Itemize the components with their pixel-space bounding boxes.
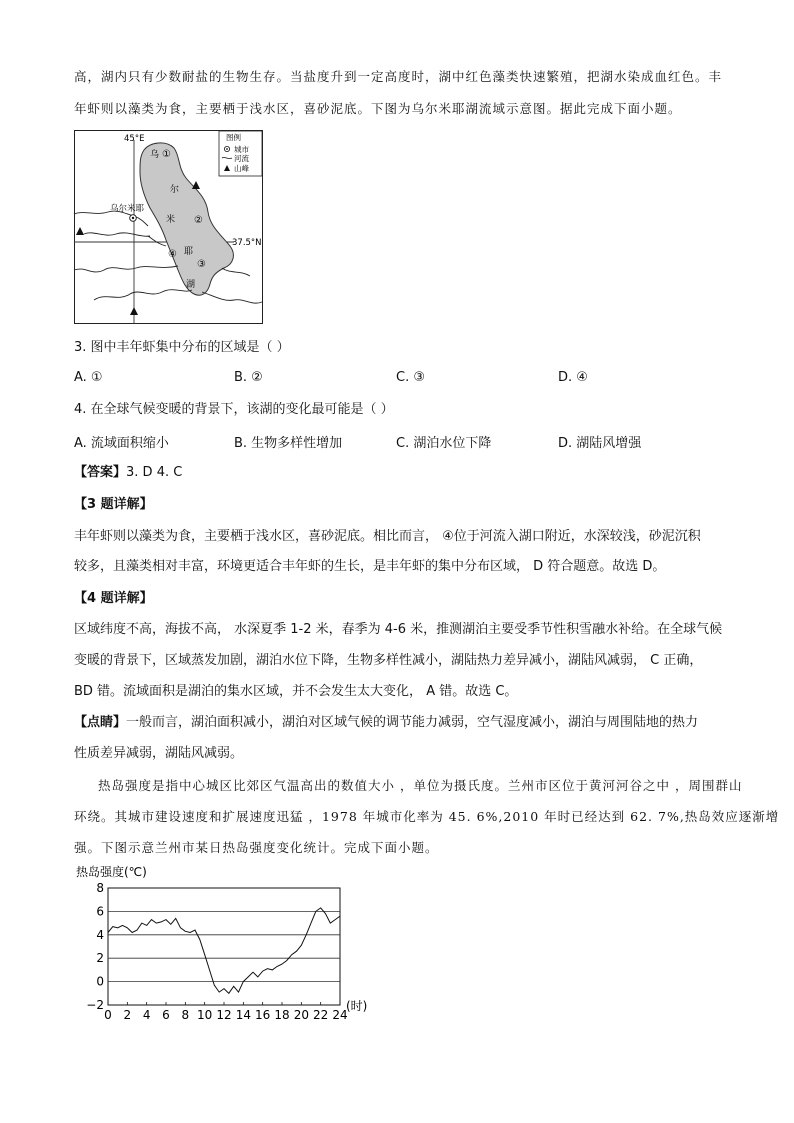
answer-text: 3. D 4. C bbox=[126, 465, 183, 480]
x-tick-label: 22 bbox=[313, 1008, 329, 1022]
answer-line bbox=[74, 464, 182, 482]
x-tick-label: 24 bbox=[332, 1008, 348, 1022]
q3-option-d: D. ④ bbox=[558, 370, 588, 385]
lake-char: 耶 bbox=[184, 247, 194, 257]
tip-text: 一般而言，湖泊面积减小，湖泊对区域气候的调节能力减弱，空气湿度减小，湖泊与周围陆地的热力 bbox=[126, 715, 699, 730]
y-tick-label: −2 bbox=[86, 998, 104, 1012]
x-tick-label: 10 bbox=[197, 1008, 213, 1022]
legend-city: 城市 bbox=[234, 145, 249, 154]
q4-option-b: B. 生物多样性增加 bbox=[234, 436, 343, 451]
lake-basin-map bbox=[74, 130, 264, 324]
y-tick-label: 6 bbox=[96, 904, 104, 919]
q3-stem: 3. 图中丰年虾集中分布的区域是（ ） bbox=[74, 340, 290, 355]
lake-char: 湖 bbox=[186, 280, 196, 290]
d3-line-1: 丰年虾则以藻类为食，主要栖于浅水区，喜砂泥底。相比而言， ④位于河流入湖口附近，水深较浅，砂泥沉积 bbox=[74, 529, 701, 544]
d4-line-1: 区域纬度不高，海拔不高， 水深夏季 1-2 米，春季为 4-6 米，推测湖泊主要受季节性积雪融水补给。在全球气候 bbox=[74, 622, 723, 637]
d3-line-2: 较多，且藻类相对丰富，环境更适合丰年虾的生长，是丰年虾的集中分布区域， D 符合题意。故选 D。 bbox=[74, 559, 666, 574]
legend-river: 河流 bbox=[234, 154, 249, 163]
answer-tag: 【答案】 bbox=[74, 465, 127, 480]
intro-line-1: 高，湖内只有少数耐盐的生物生存。当盐度升到一定高度时，湖中红色藻类快速繁殖，把湖水染成血红色。丰 bbox=[74, 69, 723, 84]
x-tick-label: 20 bbox=[293, 1008, 309, 1022]
x-tick-label: 2 bbox=[123, 1008, 132, 1022]
x-tick-label: 18 bbox=[274, 1008, 290, 1022]
x-tick-label: 8 bbox=[181, 1008, 190, 1022]
d4-line-3: BD 错。流域面积是湖泊的集水区域，并不会发生太大变化， A 错。故选 C。 bbox=[74, 684, 518, 699]
q4-option-d: D. 湖陆风增强 bbox=[558, 436, 642, 451]
intro-line-2: 年虾则以藻类为食，主要栖于浅水区，喜砂泥底。下图为乌尔米耶湖流域示意图。据此完成下面小题。 bbox=[74, 101, 682, 116]
marker-4: ④ bbox=[168, 249, 177, 260]
peak-icon bbox=[130, 307, 138, 315]
tip-tag: 【点睛】 bbox=[74, 715, 127, 730]
map-legend bbox=[219, 131, 262, 176]
intro2-line-3: 强。下图示意兰州市某日热岛强度变化统计。完成下面小题。 bbox=[74, 840, 439, 855]
legend-peak: 山峰 bbox=[234, 164, 249, 173]
x-tick-label: 14 bbox=[235, 1008, 251, 1022]
q3-option-c: C. ③ bbox=[396, 370, 425, 385]
marker-1: ① bbox=[162, 149, 171, 160]
lake-char: 乌 bbox=[150, 150, 160, 160]
y-tick-label: 4 bbox=[96, 927, 104, 942]
lat-label: 37.5°N bbox=[232, 238, 262, 248]
marker-3: ③ bbox=[197, 259, 206, 270]
lake-char: 米 bbox=[166, 215, 176, 225]
y-tick-label: 2 bbox=[96, 951, 104, 966]
y-tick-label: 8 bbox=[96, 881, 104, 895]
q3-option-b: B. ② bbox=[234, 370, 263, 385]
lon-label: 45°E bbox=[124, 134, 145, 144]
q4-stem: 4. 在全球气候变暖的背景下，该湖的变化最可能是（ ） bbox=[74, 402, 394, 417]
x-tick-label: 16 bbox=[255, 1008, 271, 1022]
tip-line-2: 性质差异减弱，湖陆风减弱。 bbox=[74, 746, 244, 761]
tip-line-1 bbox=[74, 714, 698, 732]
q3-option-a: A. ① bbox=[74, 370, 103, 385]
q4-option-a: A. 流域面积缩小 bbox=[74, 436, 169, 451]
intro2-line-1: 热岛强度是指中心城区比郊区气温高出的数值大小 ，单位为摄氏度。兰州市区位于黄河河谷之中 ，周围群山 bbox=[98, 778, 743, 793]
city-label: 乌尔米耶 bbox=[110, 204, 145, 214]
legend-title: 图例 bbox=[226, 133, 241, 142]
plot-frame bbox=[108, 888, 340, 1005]
d4-line-2: 变暖的背景下，区域蒸发加剧，湖泊水位下降，生物多样性减小，湖陆热力差异减小，湖陆风减弱， C 正确， bbox=[74, 653, 703, 668]
peak-icon bbox=[192, 181, 200, 189]
heat-island-chart bbox=[74, 862, 384, 1024]
chart-ylabel: 热岛强度(℃) bbox=[76, 865, 147, 879]
intro2-line-2: 环绕。其城市建设速度和扩展速度迅猛 ，1978 年城市化率为 45. 6%,2010 年时已经达到 62. 7%,热岛效应逐渐增 bbox=[74, 809, 780, 824]
x-tick-label: 0 bbox=[104, 1008, 112, 1022]
y-tick-label: 0 bbox=[96, 974, 104, 989]
x-tick-label: 12 bbox=[216, 1008, 232, 1022]
d3-tag: 【3 题详解】 bbox=[74, 497, 153, 512]
d4-tag: 【4 题详解】 bbox=[74, 591, 153, 606]
x-axis-unit-label: (时) bbox=[346, 999, 368, 1013]
peak-icon bbox=[76, 227, 84, 235]
heat-island-series-line bbox=[108, 908, 340, 993]
q4-option-c: C. 湖泊水位下降 bbox=[396, 436, 492, 451]
lake-char: 尔 bbox=[170, 185, 180, 195]
x-tick-label: 4 bbox=[142, 1008, 151, 1022]
x-tick-label: 6 bbox=[162, 1008, 170, 1022]
marker-2: ② bbox=[194, 215, 203, 226]
